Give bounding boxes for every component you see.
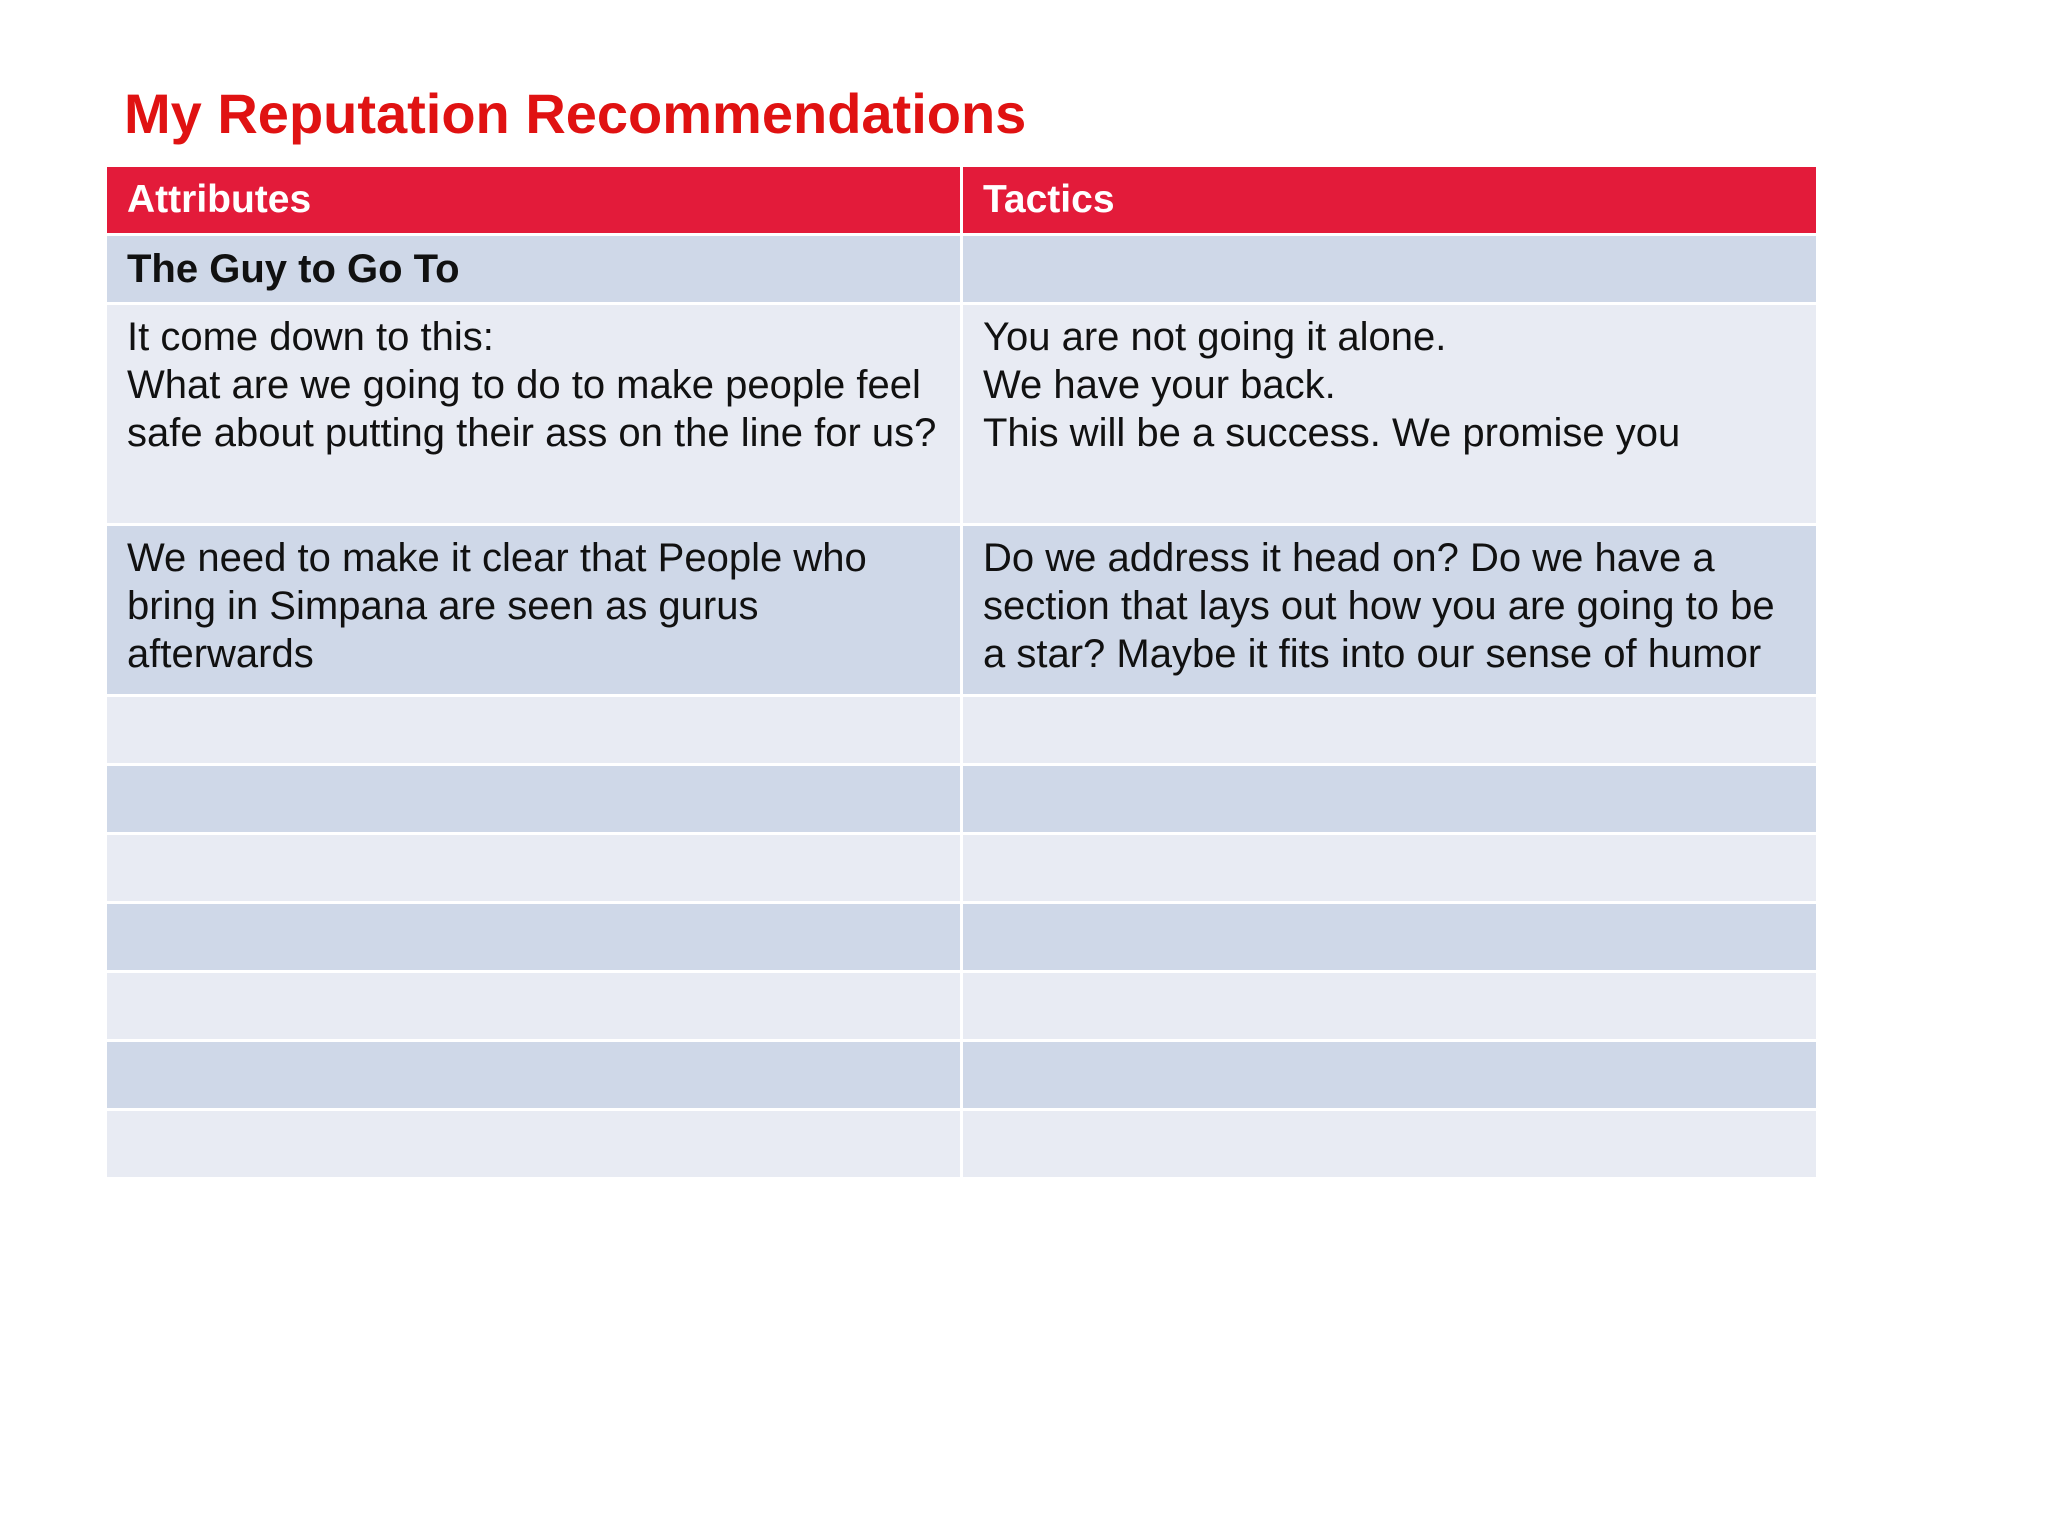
tactic-cell xyxy=(962,765,1818,834)
table-row xyxy=(106,525,1818,696)
tactic-cell xyxy=(962,834,1818,903)
attribute-cell xyxy=(106,765,962,834)
cell-line: This will be a success. We promise you xyxy=(983,411,1681,455)
attribute-cell xyxy=(106,696,962,765)
table-row xyxy=(106,235,1818,304)
empty-row xyxy=(106,1041,1818,1110)
cell-line: Do we address it head on? Do we have a xyxy=(983,536,1715,580)
cell-line: The Guy to Go To xyxy=(127,247,460,291)
tactic-cell xyxy=(962,972,1818,1041)
table-row xyxy=(106,304,1818,525)
empty-row xyxy=(106,972,1818,1041)
cell-line: section that lays out how you are going to be xyxy=(983,584,1775,628)
empty-row xyxy=(106,834,1818,903)
cell-line: afterwards xyxy=(127,632,314,676)
empty-row xyxy=(106,1110,1818,1179)
cell-line: We need to make it clear that People who xyxy=(127,536,867,580)
empty-row xyxy=(106,696,1818,765)
recommendations-table xyxy=(104,164,1819,1180)
attribute-cell xyxy=(106,834,962,903)
cell-line: What are we going to do to make people feel xyxy=(127,363,921,407)
attribute-cell xyxy=(106,972,962,1041)
tactic-cell xyxy=(962,235,1818,304)
cell-line: You are not going it alone. xyxy=(983,315,1447,359)
empty-row xyxy=(106,765,1818,834)
tactic-cell xyxy=(962,1041,1818,1110)
tactic-cell xyxy=(962,903,1818,972)
header-tactics: Tactics xyxy=(962,166,1818,235)
attribute-cell xyxy=(106,1110,962,1179)
attribute-cell xyxy=(106,903,962,972)
attribute-cell xyxy=(106,1041,962,1110)
tactic-cell xyxy=(962,525,1818,696)
attribute-cell xyxy=(106,235,962,304)
cell-line: We have your back. xyxy=(983,363,1336,407)
table-header-row xyxy=(106,166,1818,235)
cell-line: a star? Maybe it fits into our sense of humor xyxy=(983,632,1762,676)
tactic-cell xyxy=(962,304,1818,525)
empty-row xyxy=(106,903,1818,972)
cell-line: safe about putting their ass on the line for us? xyxy=(127,411,937,455)
tactic-cell xyxy=(962,1110,1818,1179)
slide-title: My Reputation Recommendations xyxy=(124,82,1027,145)
tactic-cell xyxy=(962,696,1818,765)
cell-line: It come down to this: xyxy=(127,315,494,359)
attribute-cell xyxy=(106,304,962,525)
attribute-cell xyxy=(106,525,962,696)
header-attributes: Attributes xyxy=(106,166,962,235)
cell-line: bring in Simpana are seen as gurus xyxy=(127,584,759,628)
